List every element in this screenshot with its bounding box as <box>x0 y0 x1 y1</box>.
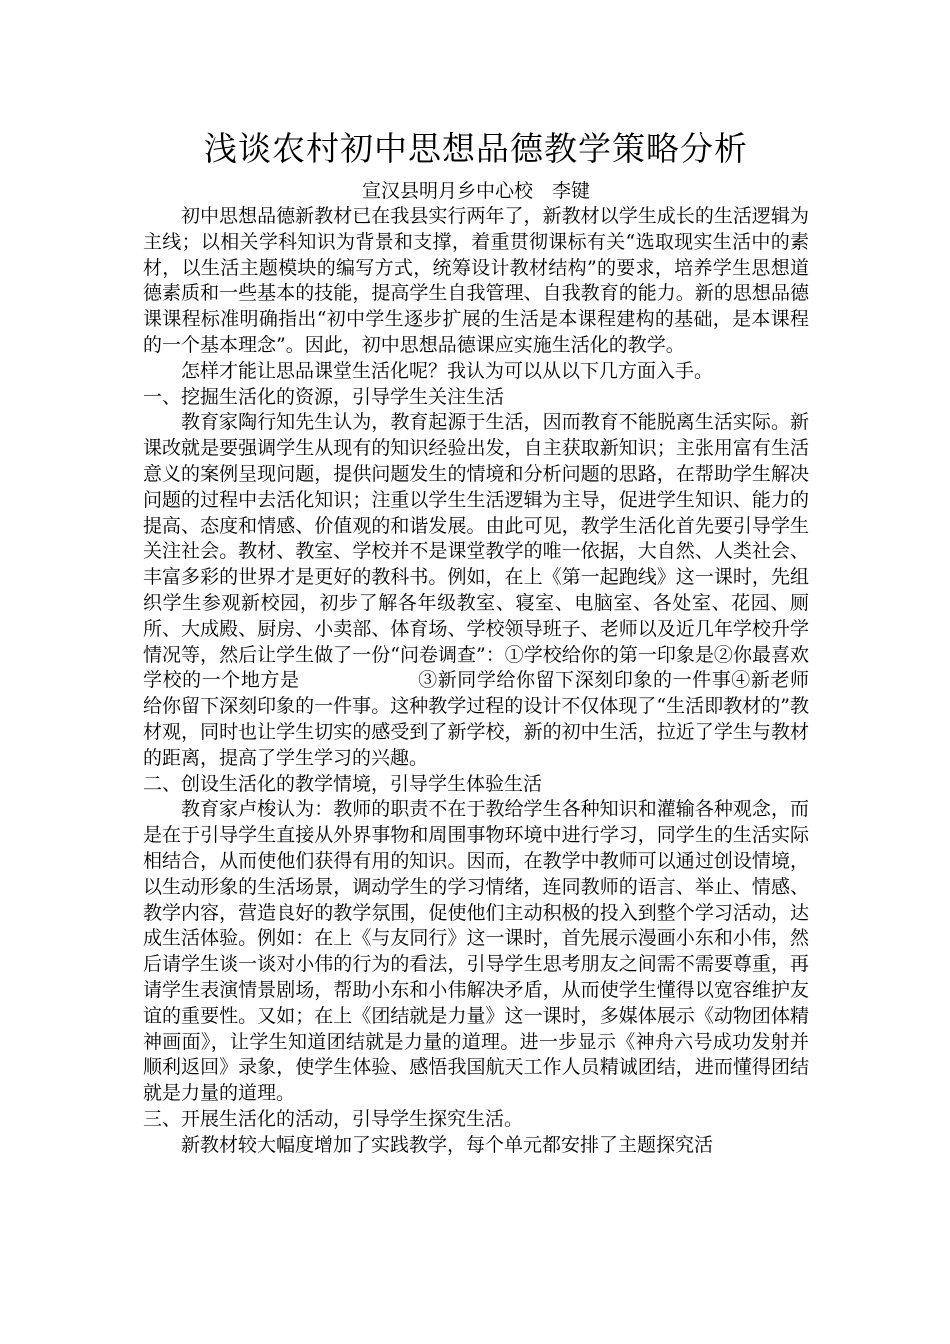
paragraph-section-1-part-a: 教育家陶行知先生认为，教育起源于生活，因而教育不能脱离生活实际。新课改就是要强调学生从现有的知识经验出发，自主获取新知识；主张用富有生活意义的案例呈现问题，提供问题发生的情境和分析问题的思路，在帮助学生解决问题的过程中去活化知识；注重以学生生活逻辑为主导，促进学生知识、能力的提高、态度和情感、价值观的和谐发展。由此可见，教学生活化首先要引导学生关注社会。教材、教室、学校并不是课堂教学的唯一依据，大自然、人类社会、丰富多彩的世界才是更好的教科书。例如，在上《第一起跑线》这一课时，先组织学生参观新校园，初步了解各年级教室、寝室、电脑室、各处室、花园、厕所、大成殿、厨房、小卖部、体育场、学校领导班子、老师以及近几年学校升学情况等，然后让学生做了一份“问卷调查”：①学校给你的第一印象是②你最喜欢学校的一个地方是 <box>143 411 809 692</box>
document-title: 浅谈农村初中思想品德教学策略分析 <box>204 129 748 168</box>
paragraph-section-1-part-b: ③新同学给你留下深刻印象的一件事④新老师给你留下深刻印象的一件事。这种教学过程的设计不仅体现了“生活即教材的”教材观，同时也让学生切实的感受到了新学校，新的初中生活，拉近了学生与教材的距离，提高了学生学习的兴趣。 <box>143 669 809 769</box>
section-heading-2: 二、创设生活化的教学情境，引导学生体验生活 <box>143 772 543 795</box>
paragraph-section-1 <box>143 410 809 771</box>
section-heading-1: 一、挖掘生活化的资源，引导学生关注生活 <box>143 385 505 408</box>
paragraph-intro: 初中思想品德新教材已在我县实行两年了，新教材以学生成长的生活逻辑为主线；以相关学科知识为背景和支撑，着重贯彻课标有关“选取现实生活中的素材，以生活主题模块的编写方式，统筹设计教材结构”的要求，培养学生思想道德素质和一些基本的技能，提高学生自我管理、自我教育的能力。新的思想品德课课程标准明确指出“初中学生逐步扩展的生活是本课程建构的基础，是本课程的一个基本理念”。因此，初中思想品德课应实施生活化的教学。 <box>143 205 809 356</box>
paragraph-section-3: 新教材较大幅度增加了实践教学，每个单元都安排了主题探究活 <box>181 1133 714 1156</box>
paragraph-question: 怎样才能让思品课堂生活化呢？我认为可以从以下几方面入手。 <box>181 359 714 382</box>
paragraph-section-2: 教育家卢梭认为：教师的职责不在于教给学生各种知识和灌输各种观念，而是在于引导学生直接从外界事物和周围事物环境中进行学习，同学生的生活实际相结合，从而使他们获得有用的知识。因而，在教学中教师可以通过创设情境，以生动形象的生活场景，调动学生的学习情绪，连同教师的语言、举止、情感、教学内容，营造良好的教学氛围，促使他们主动积极的投入到整个学习活动，达成生活体验。例如：在上《与友同行》这一课时，首先展示漫画小东和小伟，然后请学生谈一谈对小伟的行为的看法，引导学生思考朋友之间需不需要尊重，再请学生表演情景剧场，帮助小东和小伟解决矛盾，从而使学生懂得以宽容维护友谊的重要性。又如；在上《团结就是力量》这一课时，多媒体展示《动物团体精神画面》，让学生知道团结就是力量的道理。进一步显示《神舟六号成功发射并顺利返回》录象，使学生体验、感悟我国航天工作人员精诚团结，进而懂得团结就是力量的道理。 <box>143 798 809 1105</box>
document-page <box>143 120 809 1158</box>
section-heading-3: 三、开展生活化的活动，引导学生探究生活。 <box>143 1107 524 1130</box>
document-author: 宣汉县明月乡中心校 李键 <box>361 180 590 202</box>
